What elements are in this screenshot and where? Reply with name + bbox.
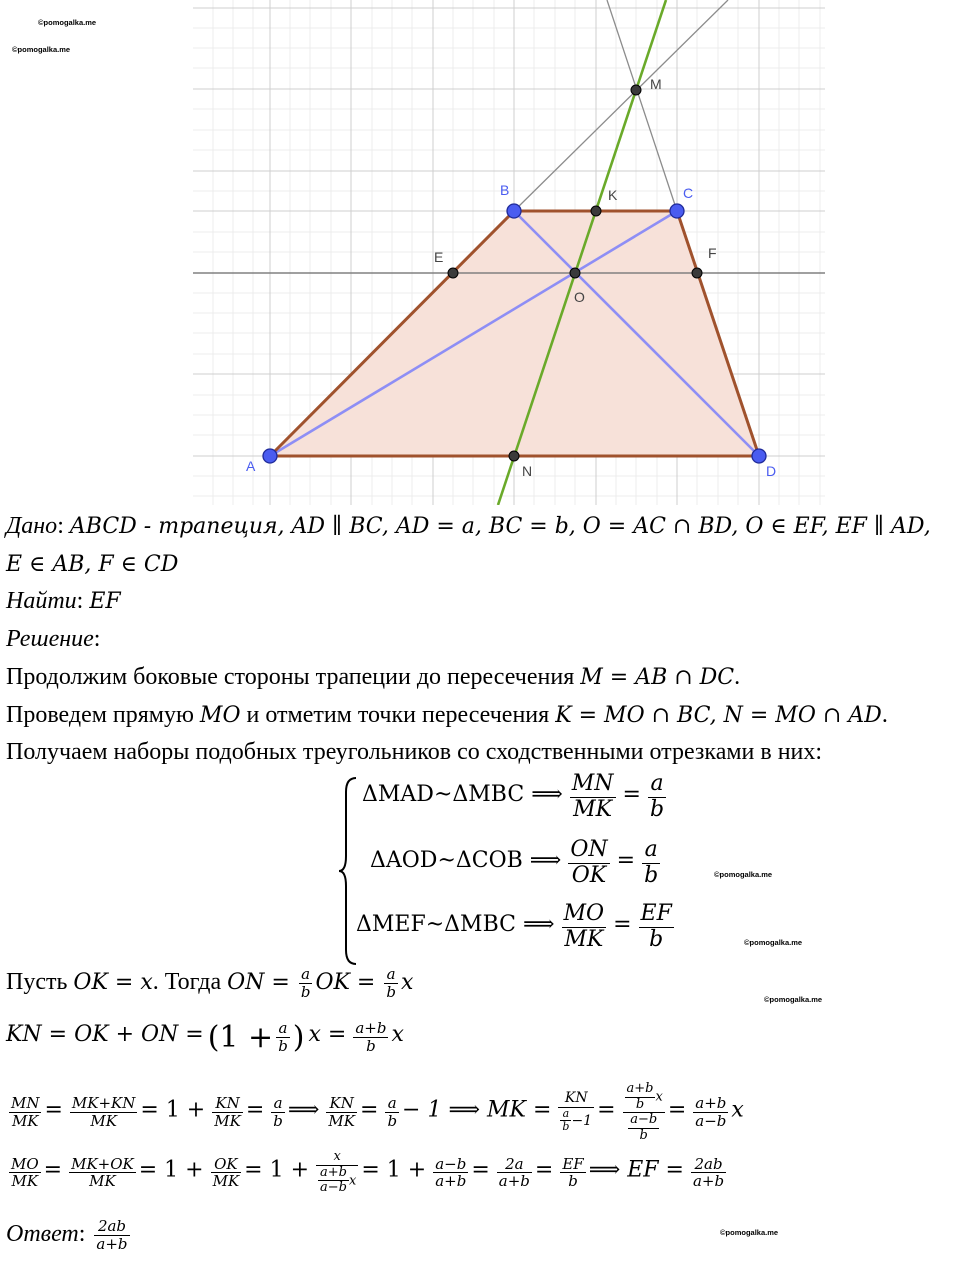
watermark: ©pomogalka.me xyxy=(38,18,97,27)
system-row-2: ΔAOD~ΔCOB ⟹ $\frac{ON}{OK}$ = $\frac{a}{b}$ xyxy=(370,837,659,888)
watermark: ©pomogalka.me xyxy=(744,938,803,947)
watermark: ©pomogalka.me xyxy=(720,1228,779,1237)
equation-2: $\frac{MO}{MK}$ = $\frac{MK+OK}{MK}$ = 1 + $\frac{OK}{MK}$ = 1 + x $\frac{a+b}{a-b}$ x = 1 + $\frac{a-b}{a+b}$ = $\frac{2a}{a+b}$ = $\frac{EF}{b}$ ⟹ EF = $\frac{2ab}{a+b}$ xyxy=(11,1149,725,1196)
label-m: M xyxy=(650,76,662,92)
label-b: B xyxy=(500,182,510,198)
watermark: ©pomogalka.me xyxy=(714,870,773,879)
equation-1: $\frac{MN}{MK}$ = $\frac{MK+KN}{MK}$ = 1 + $\frac{KN}{MK}$ = $\frac{a}{b}$ ⟹ $\frac{KN}{MK}$ = $\frac{a}{b}$ − 1 ⟹ MK = KN $\frac{a}{b}$ −1 = $\frac{a+b}{b}$ x $\frac{a-b}{b}$ = $\frac{a+b}{a-b}$ x xyxy=(11,1081,744,1143)
answer-line: Ответ: $\frac{2ab}{a+b}$ xyxy=(6,1217,128,1253)
label-a: A xyxy=(246,458,256,474)
label-o: O xyxy=(574,289,585,305)
kn-line: KN = OK + ON = (1 + $\frac{a}{b}$ ) x = $\frac{a+b}{b}$ x xyxy=(6,1019,404,1055)
given-line-2: E ∈ AB, F ∈ CD xyxy=(6,552,179,577)
label-d: D xyxy=(766,463,777,479)
find-line: Найти: EF xyxy=(6,588,121,614)
given-line-1: Дано: ABCD - трапеция, AD ∥ BC, AD = a, BC = b, O = AC ∩ BD, O ∈ EF, EF ∥ AD, xyxy=(6,513,931,539)
solution-paragraph-1: Продолжим боковые стороны трапеции до пересечения M = AB ∩ DC. xyxy=(6,664,741,690)
label-f: F xyxy=(708,245,717,261)
system-row-1: ΔMAD~ΔMBC ⟹ $\frac{MN}{MK}$ = $\frac{a}{b}$ xyxy=(362,771,665,822)
system-row-3: ΔMEF~ΔMBC ⟹ $\frac{MO}{MK}$ = $\frac{EF}{b}$ xyxy=(356,901,672,952)
label-k: K xyxy=(608,187,618,203)
let-line: Пусть OK = x. Тогда ON = $\frac{a}{b}$ OK = $\frac{a}{b}$ x xyxy=(6,965,414,1001)
watermark: ©pomogalka.me xyxy=(12,45,71,54)
watermark: ©pomogalka.me xyxy=(764,995,823,1004)
system-brace xyxy=(338,776,358,966)
solution-paragraph-2: Проведем прямую MO и отметим точки пересечения K = MO ∩ BC, N = MO ∩ AD. xyxy=(6,702,888,728)
label-e: E xyxy=(434,249,444,265)
solution-heading: Решение: xyxy=(6,626,101,652)
trapezoid-figure xyxy=(0,0,960,505)
label-c: C xyxy=(683,185,694,201)
solution-paragraph-3: Получаем наборы подобных треугольников со сходственными отрезками в них: xyxy=(6,739,823,765)
label-n: N xyxy=(522,463,533,479)
